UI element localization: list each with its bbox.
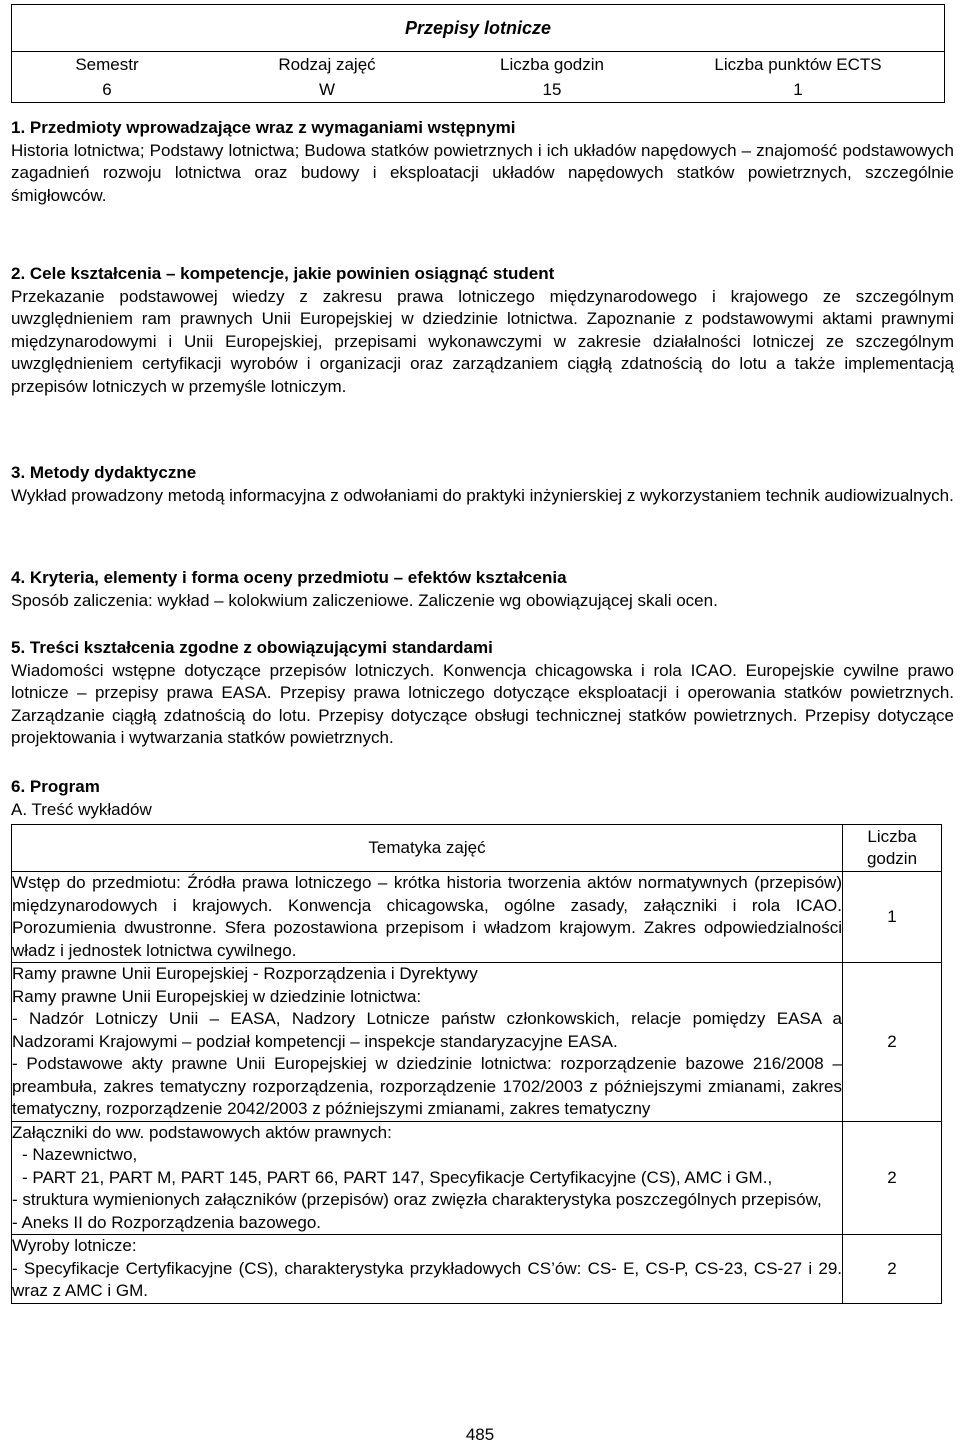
val-hours: 15 [542,80,562,99]
row-line: - Nazewnictwo, [22,1145,138,1164]
col-ects: Liczba punktów ECTS [714,55,882,74]
row-line: Wyroby lotnicze: [12,1236,137,1255]
section-text: Przekazanie podstawowej wiedzy z zakresu prawa lotniczego międzynarodowego i krajowego ze szczególnym uwzględnieniem ram prawnych Unii Europejskiej w dziedzinie lotnictwa. Zapoznanie z podstawowymi aktami prawnymi międzynarodowymi i Unii Europejskiej, przepisami wykonawczymi w zakresie działalności lotniczej ze szczególnym uwzględnieniem certyfikacji wyrobów i organizacji oraz zarządzaniem ciągłą zdatnością do lotu a także implementacją przepisów lotniczych w przemyśle lotniczym. [11,286,954,396]
header-hours-line2: godzin [866,849,918,868]
section-text: Historia lotnictwa; Podstawy lotnictwa; Budowa statków powietrznych i ich układów napędowych – znajomość podstawowych zagadnień rozwoju lotnictwa oraz budowy i eksploatacji układów napędowych statków powietrznych, szczególnie śmigłowców. [11,140,954,205]
section-text: Wykład prowadzony metodą informacyjna z odwołaniami do praktyki inżynierskiej z wykorzystaniem technik audiowizualnych. [11,485,954,505]
course-header-table [11,4,945,103]
section-heading: 3. Metody dydaktyczne [11,463,197,482]
val-type: W [318,80,336,99]
section-subheading: A. Treść wykładów [11,799,152,819]
course-title: Przepisy lotnicze [12,5,944,52]
header-topic: Tematyka zajęć [12,825,843,872]
section-methods [11,462,954,507]
section-text: Wiadomości wstępne dotyczące przepisów lotniczych. Konwencja chicagowska i rola ICAO. Europejskie cywilne prawo lotnicze – przepisy prawa EASA. Przepisy prawa lotniczego dotyczące eksploatacji i operowania statków powietrznych. Zarządzanie ciągłą zdatnością do lotu. Przepisy dotyczące obsługi technicznej statków powietrznych. Przepisy dotyczące projektowania i wytwarzania statków powietrznych. [11,660,954,747]
table-row [12,1235,942,1304]
section-text: Sposób zaliczenia: wykład – kolokwium zaliczeniowe. Zaliczenie wg obowiązującej skali ocen. [11,590,718,610]
section-heading: 2. Cele kształcenia – kompetencje, jakie powinien osiągnąć student [11,264,555,283]
section-goals [11,263,954,398]
row-line: - PART 21, PART M, PART 145, PART 66, PART 147, Specyfikacje Certyfikacyjne (CS), AMC i GM., [22,1167,773,1187]
section-heading: 4. Kryteria, elementy i forma oceny przedmiotu – efektów kształcenia [11,568,567,587]
header-columns-row [12,52,944,77]
row-line: - Aneks II do Rozporządzenia bazowego. [12,1212,322,1232]
row-hours: 2 [843,963,942,1122]
lecture-table [11,824,942,1304]
section-program [11,776,954,821]
row-line: - Podstawowe akty prawne Unii Europejskiej w dziedzinie lotnictwa: rozporządzenie bazowe 216/2008 – preambuła, zakres tematyczny rozporządzenia, rozporządzenie 1702/2003 z późniejszymi zmianami, zakres tematyczny, rozporządzenie 2042/2003 z późniejszymi zmianami, zakres tematyczny [12,1054,842,1118]
row-line: Wstęp do przedmiotu: Źródła prawa lotniczego – krótka historia tworzenia aktów normatywnych (przepisów) międzynarodowych i krajowych. Konwencja chicagowska, ogólne zasady, załączniki i rola ICAO. Porozumienia dwustronne. Sfera pozostawiona przepisom i władzom krajowym. Zakres odpowiedzialności władz i jednostek lotnictwa cywilnego. [12,873,842,960]
row-line: - Specyfikacje Certyfikacyjne (CS), charakterystyka przykładowych CS’ów: CS- E, CS-P, CS-23, CS-27 i 29. wraz z AMC i GM. [12,1258,842,1300]
col-type: Rodzaj zajęć [278,55,376,74]
section-content [11,637,954,750]
col-hours: Liczba godzin [500,55,604,74]
row-line: - Nadzór Lotniczy Unii – EASA, Nadzory Lotnicze państw członkowskich, relacje pomiędzy EASA a Nadzorami Krajowymi – podział kompetencji – inspekcje standaryzacyjne EASA. [12,1009,842,1051]
val-semester: 6 [102,80,112,99]
row-hours: 1 [843,872,942,963]
val-ects: 1 [793,80,803,99]
table-row [12,963,942,1122]
row-line: Ramy prawne Unii Europejskiej w dziedzinie lotnictwa: [12,986,422,1006]
section-heading: 6. Program [11,777,100,796]
header-hours [843,825,942,872]
row-hours: 2 [843,1235,942,1304]
section-heading: 1. Przedmioty wprowadzające wraz z wymaganiami wstępnymi [11,118,516,137]
section-criteria [11,567,954,612]
section-heading: 5. Treści kształcenia zgodne z obowiązującymi standardami [11,638,493,657]
table-row [12,872,942,963]
table-row [12,1121,942,1235]
row-line: - struktura wymienionych załączników (przepisów) oraz zwięzła charakterystyka poszczególnych przepisów, [12,1190,822,1209]
col-semester: Semestr [75,55,139,74]
page-number: 485 [465,1425,495,1444]
header-values-row [12,77,944,102]
row-line: Załączniki do ww. podstawowych aktów prawnych: [12,1122,392,1142]
section-prerequisites [11,117,954,207]
row-line: Ramy prawne Unii Europejskiej - Rozporządzenia i Dyrektywy [12,964,478,983]
header-hours-line1: Liczba [867,826,917,846]
table-header-row [12,825,942,872]
row-hours: 2 [843,1121,942,1235]
